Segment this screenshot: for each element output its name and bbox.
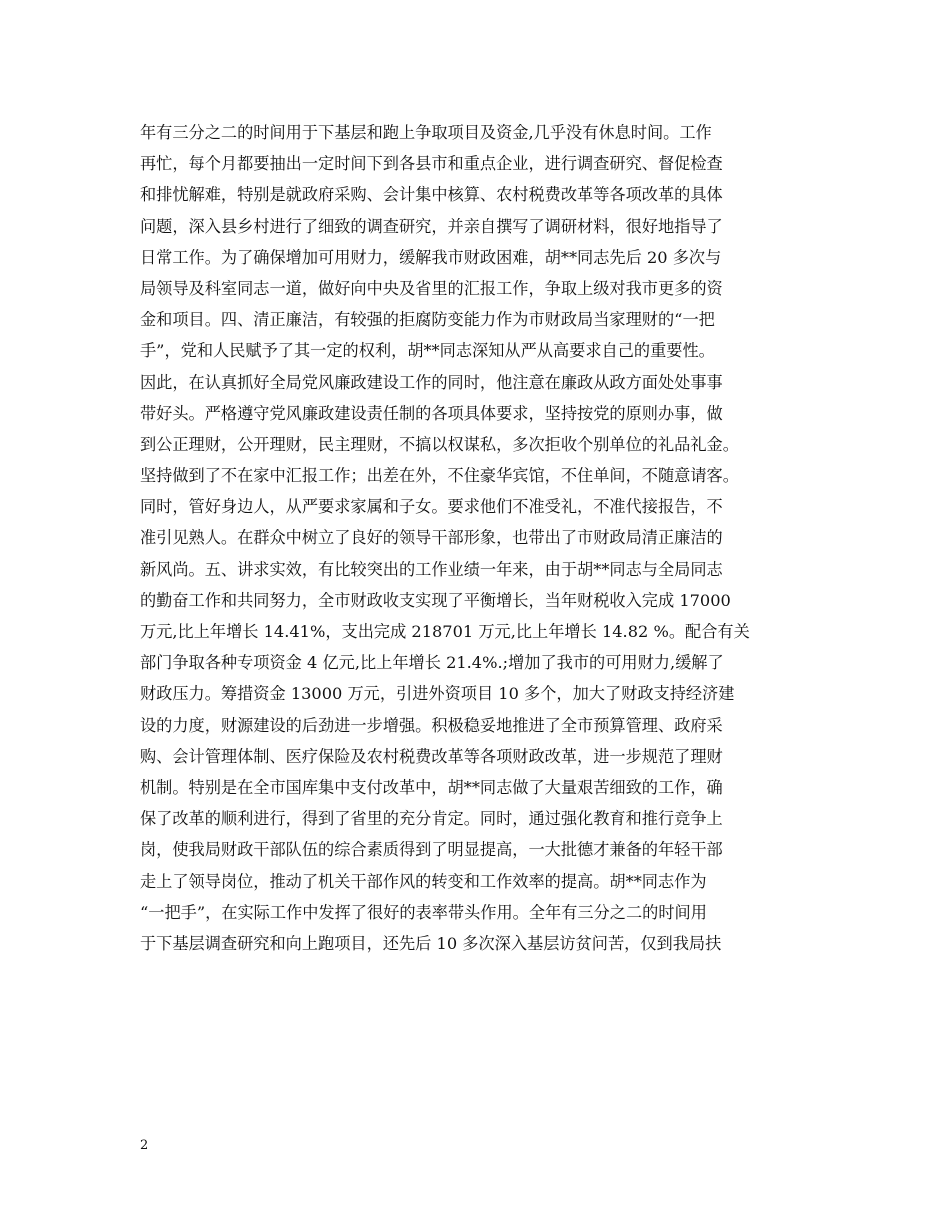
text-line: 问题，深入县乡村进行了细致的调查研究，并亲自撰写了调研材料，很好地指导了 — [140, 216, 723, 236]
text-line: 带好头。严格遵守党风廉政建设责任制的各项具体要求，坚持按党的原则办事，做 — [140, 403, 723, 423]
text-line: 坚持做到了不在家中汇报工作；出差在外，不住豪华宾馆，不住单间，不随意请客。 — [140, 466, 739, 486]
text-line: 日常工作。为了确保增加可用财力，缓解我市财政困难，胡**同志先后 20 多次与 — [140, 247, 722, 267]
text-line: 和排忧解难，特别是就政府采购、会计集中核算、农村税费改革等各项改革的具体 — [140, 185, 723, 205]
text-line: 的勤奋工作和共同努力，全市财政收支实现了平衡增长，当年财税收入完成 17000 — [140, 590, 731, 610]
text-line: 部门争取各种专项资金 4 亿元,比上年增长 21.4%.;增加了我市的可用财力,缓解了 — [140, 653, 724, 673]
text-line: 购、会计管理体制、医疗保险及农村税费改革等各项财政改革，进一步规范了理财 — [140, 746, 723, 766]
text-line: 手”，党和人民赋予了其一定的权利，胡**同志深知从严从高要求自己的重要性。 — [140, 341, 715, 361]
text-line: 准引见熟人。在群众中树立了良好的领导干部形象，也带出了市财政局清正廉洁的 — [140, 528, 723, 548]
text-line: 到公正理财，公开理财，民主理财，不搞以权谋私，多次拒收个别单位的礼品礼金。 — [140, 434, 739, 454]
text-line: 于下基层调查研究和向上跑项目，还先后 10 多次深入基层访贫问苦，仅到我局扶 — [140, 933, 722, 953]
text-line: 再忙，每个月都要抽出一定时间下到各县市和重点企业，进行调查研究、督促检查 — [140, 154, 723, 174]
text-line: 因此，在认真抓好全局党风廉政建设工作的同时，他注意在廉政从政方面处处事事 — [140, 372, 723, 392]
text-line: 同时，管好身边人，从严要求家属和子女。要求他们不准受礼，不准代接报告，不 — [140, 497, 723, 517]
text-line: 设的力度，财源建设的后劲进一步增强。积极稳妥地推进了全市预算管理、政府采 — [140, 715, 723, 735]
text-line: 年有三分之二的时间用于下基层和跑上争取项目及资金,几乎没有休息时间。工作 — [140, 123, 712, 142]
text-line: 新风尚。五、讲求实效，有比较突出的工作业绩一年来，由于胡**同志与全局同志 — [140, 559, 723, 579]
text-line: 走上了领导岗位，推动了机关干部作风的转变和工作效率的提高。胡**同志作为 — [140, 871, 707, 891]
text-line: 机制。特别是在全市国库集中支付改革中，胡**同志做了大量艰苦细致的工作，确 — [140, 777, 723, 797]
text-line: 保了改革的顺利进行，得到了省里的充分肯定。同时，通过强化教育和推行竞争上 — [140, 809, 723, 829]
body-text — [140, 117, 820, 959]
text-line: “一把手”，在实际工作中发挥了很好的表率带头作用。全年有三分之二的时间用 — [140, 902, 707, 922]
text-line: 局领导及科室同志一道，做好向中央及省里的汇报工作，争取上级对我市更多的资 — [140, 278, 723, 298]
page-number: 2 — [140, 1138, 149, 1153]
text-line: 万元,比上年增长 14.41%，支出完成 218701 万元,比上年增长 14.82 %。配合有关 — [140, 622, 750, 641]
text-line: 岗，使我局财政干部队伍的综合素质得到了明显提高，一大批德才兼备的年轻干部 — [140, 840, 723, 860]
text-line: 金和项目。四、清正廉洁，有较强的拒腐防变能力作为市财政局当家理财的“一把 — [140, 310, 715, 330]
text-line: 财政压力。筹措资金 13000 万元，引进外资项目 10 多个，加大了财政支持经济建 — [140, 684, 735, 704]
